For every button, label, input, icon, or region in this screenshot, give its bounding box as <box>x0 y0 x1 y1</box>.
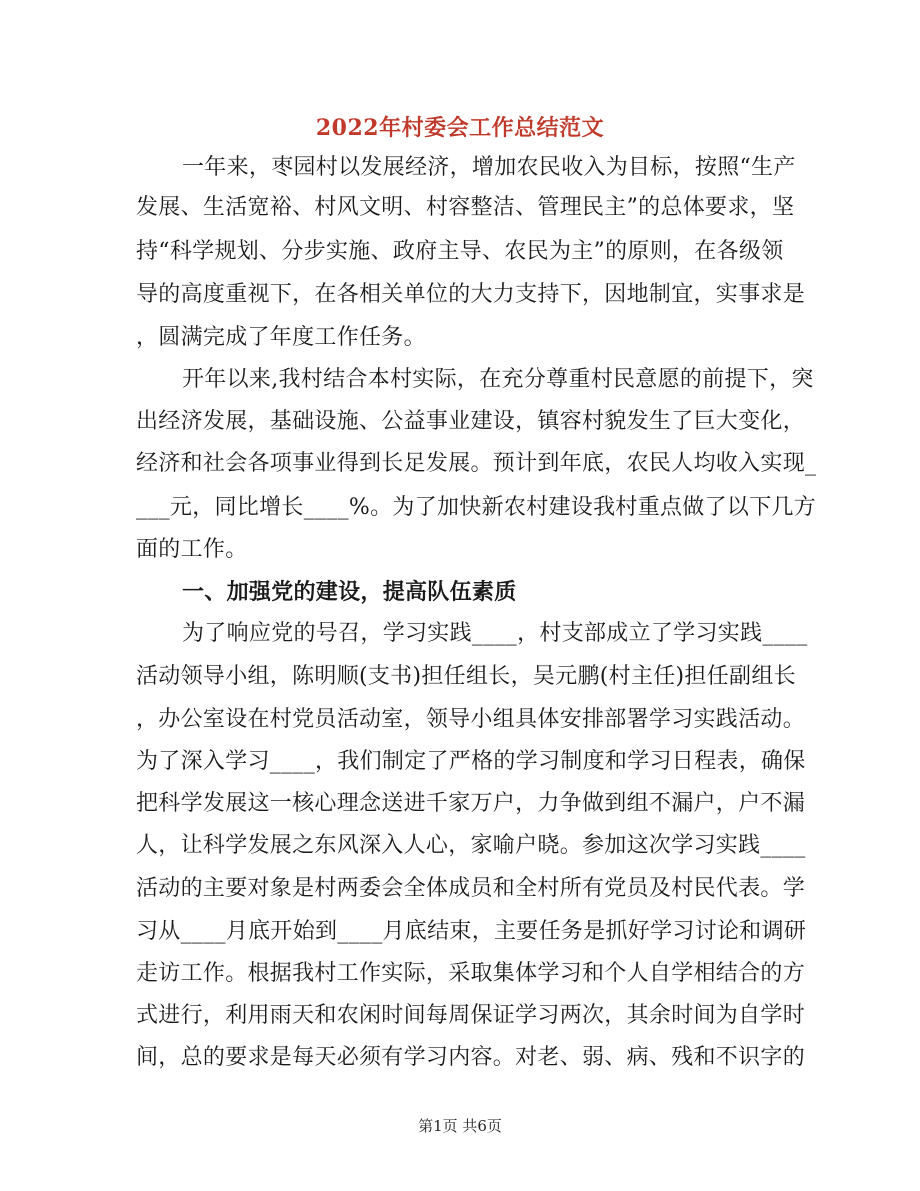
section-heading: 一、加强党的建设，提高队伍素质 <box>182 579 517 605</box>
paragraph-line: 面的工作。 <box>136 537 248 562</box>
paragraph-line: 活动的主要对象是村两委会全体成员和全村所有党员及村民代表。学 <box>136 876 806 901</box>
paragraph-line: 持“科学规划、分步实施、政府主导、农民为主”的原则，在各级领 <box>136 239 784 264</box>
paragraph-line: 把科学发展这一核心理念送进千家万户，力争做到组不漏户，户不漏 <box>136 791 806 816</box>
paragraph-line: 发展、生活宽裕、村风文明、村容整洁、管理民主”的总体要求，坚 <box>136 195 795 220</box>
paragraph-line: 开年以来,我村结合本村实际，在充分尊重村民意愿的前提下，突 <box>182 367 814 392</box>
paragraph-line: 习从____月底开始到____月底结束，主要任务是抓好学习讨论和调研 <box>136 919 807 944</box>
paragraph-line: 走访工作。根据我村工作实际，采取集体学习和个人自学相结合的方 <box>136 961 806 986</box>
paragraph-line: ，办公室设在村党员活动室，领导小组具体安排部署学习实践活动。 <box>136 707 806 732</box>
paragraph-line: 人，让科学发展之东风深入人心，家喻户晓。参加这次学习实践____ <box>136 833 806 858</box>
page-number-footer: 第1页 共6页 <box>418 1117 502 1135</box>
paragraph-line: 活动领导小组，陈明顺(支书)担任组长，吴元鹏(村主任)担任副组长 <box>136 664 796 689</box>
paragraph-line: 导的高度重视下，在各相关单位的大力支持下，因地制宜，实事求是 <box>136 282 806 307</box>
paragraph-line: 间，总的要求是每天必须有学习内容。对老、弱、病、残和不识字的 <box>136 1045 806 1070</box>
paragraph-line: 经济和社会各项事业得到长足发展。预计到年底，农民人均收入实现_ <box>136 451 817 476</box>
paragraph-line: ，圆满完成了年度工作任务。 <box>136 325 426 350</box>
paragraph-line: 式进行，利用雨天和农闲时间每周保证学习两次，其余时间为自学时 <box>136 1003 806 1028</box>
paragraph-line: 出经济发展，基础设施、公益事业建设，镇容村貌发生了巨大变化， <box>136 409 806 434</box>
paragraph-line: ___元，同比增长____%。为了加快新农村建设我村重点做了以下几方 <box>136 495 817 520</box>
paragraph-line: 为了响应党的号召，学习实践____，村支部成立了学习实践____ <box>182 621 808 646</box>
paragraph-line: 一年来，枣园村以发展经济，增加农民收入为目标，按照“生产 <box>182 155 796 180</box>
paragraph-line: 为了深入学习____，我们制定了严格的学习制度和学习日程表，确保 <box>136 749 806 774</box>
document-title: 2022年村委会工作总结范文 <box>315 115 605 141</box>
